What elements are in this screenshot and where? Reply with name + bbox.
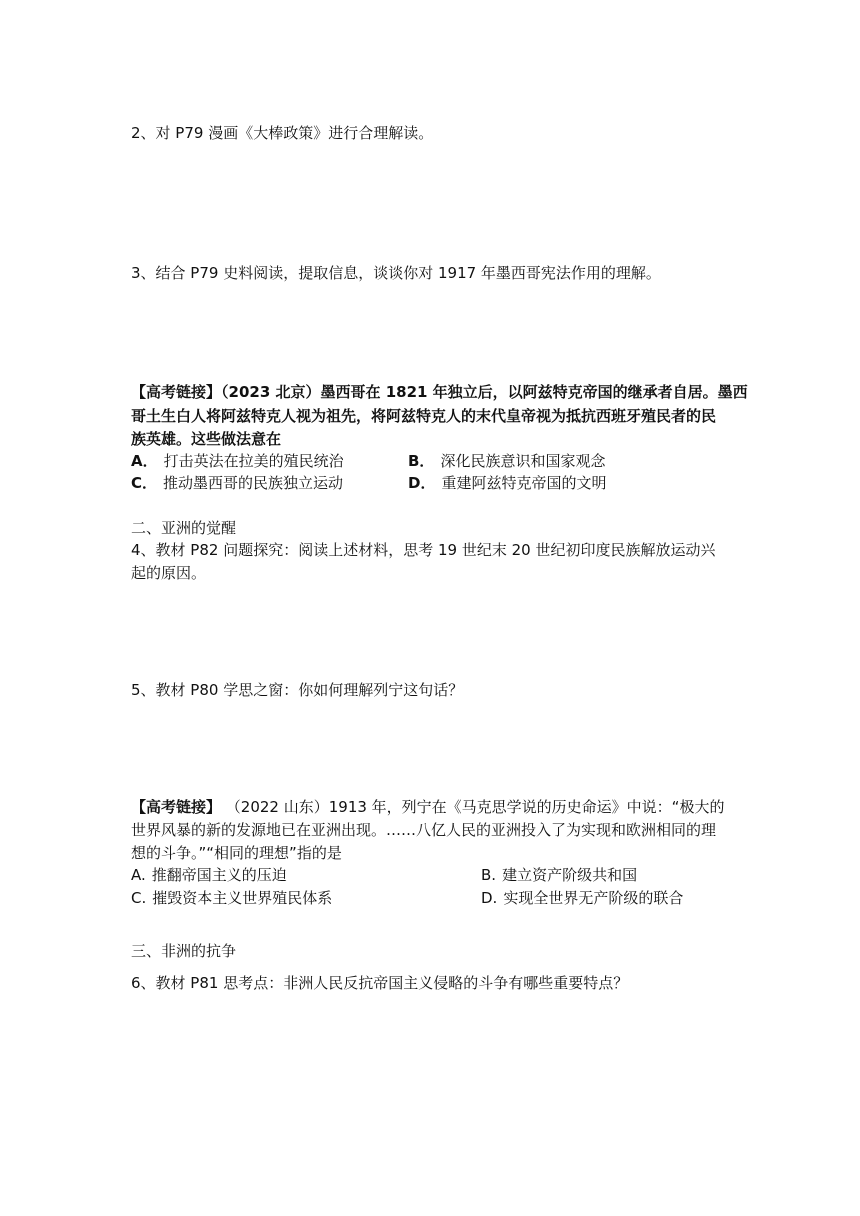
section-3-title: 三、非洲的抗争 (131, 942, 237, 960)
question-5: 5、教材 P80 学思之窗：你如何理解列宁这句话？ (131, 681, 464, 699)
gaokao-link-2-text: （2022 山东）1913 年，列宁在《马克思学说的历史命运》中说：“极大的 (221, 798, 725, 816)
gaokao-link-tag: 【高考链接】 (131, 798, 222, 816)
gaokao-2-option-a: A. 推翻帝国主义的压迫 (131, 866, 287, 884)
gaokao-link-2-line-3: 想的斗争。”“相同的理想”指的是 (131, 844, 342, 862)
gaokao-2-option-b: B. 建立资产阶级共和国 (481, 866, 638, 884)
gaokao-1-option-b: B． 深化民族意识和国家观念 (408, 452, 606, 470)
gaokao-link-2-line-2: 世界风暴的新的发源地已在亚洲出现。……八亿人民的亚洲投入了为实现和欧洲相同的理 (131, 821, 717, 839)
gaokao-link-1-line-1 (131, 381, 748, 403)
question-6: 6、教材 P81 思考点：非洲人民反抗帝国主义侵略的斗争有哪些重要特点？ (131, 974, 629, 992)
gaokao-link-1-line-3: 族英雄。这些做法意在 (131, 430, 282, 448)
gaokao-link-1-text: （2023 北京）墨西哥在 1821 年独立后，以阿兹特克帝国的继承者自居。墨西 (221, 383, 748, 401)
question-4-line-1: 4、教材 P82 问题探究：阅读上述材料，思考 19 世纪末 20 世纪初印度民族解放运动兴 (131, 541, 716, 559)
gaokao-1-option-a: A． 打击英法在拉美的殖民统治 (131, 452, 344, 470)
question-2: 2、对 P79 漫画《大棒政策》进行合理解读。 (131, 124, 434, 142)
gaokao-1-option-d: D． 重建阿兹特克帝国的文明 (408, 474, 607, 492)
gaokao-2-option-c: C. 摧毁资本主义世界殖民体系 (131, 889, 333, 907)
gaokao-link-1-line-2: 哥土生白人将阿兹特克人视为祖先，将阿兹特克人的末代皇帝视为抵抗西班牙殖民者的民 (131, 407, 717, 425)
section-2-title: 二、亚洲的觉醒 (131, 519, 237, 537)
gaokao-2-option-d: D. 实现全世界无产阶级的联合 (481, 889, 684, 907)
question-4-line-2: 起的原因。 (131, 564, 207, 582)
question-3: 3、结合 P79 史料阅读，提取信息，谈谈你对 1917 年墨西哥宪法作用的理解。 (131, 264, 661, 282)
gaokao-link-tag: 【高考链接】 (131, 383, 222, 401)
gaokao-1-option-c: C． 推动墨西哥的民族独立运动 (131, 474, 344, 492)
gaokao-link-2-line-1 (131, 796, 724, 818)
